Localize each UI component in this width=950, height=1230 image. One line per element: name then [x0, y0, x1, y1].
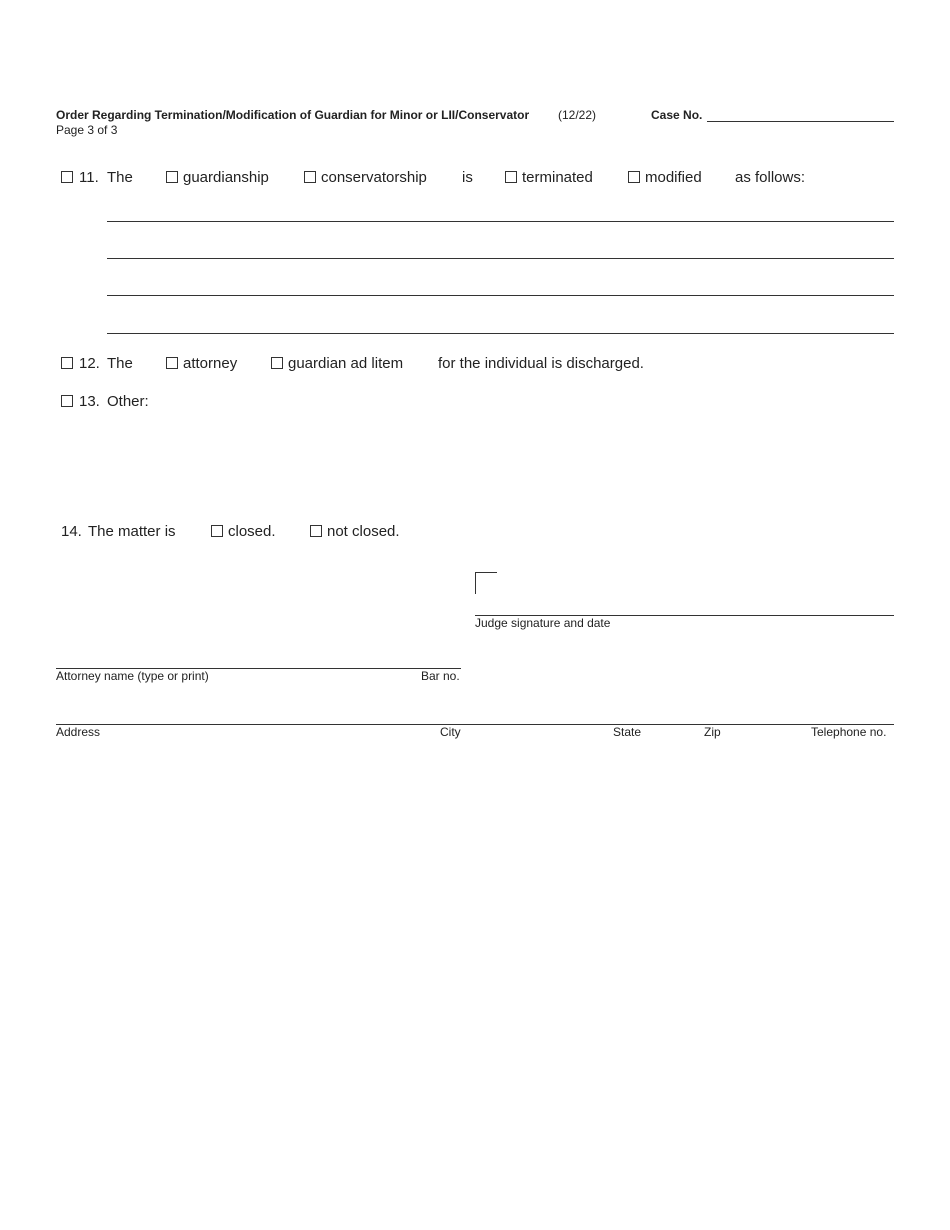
- address-label: Address: [56, 725, 101, 739]
- other-label: Other:: [107, 393, 149, 410]
- item13-checkbox[interactable]: [61, 395, 73, 407]
- item11-number: 11.: [79, 169, 99, 186]
- terminated-label: terminated: [522, 169, 593, 186]
- signature-corner-mark: [475, 572, 497, 594]
- item11-the: The: [107, 169, 133, 186]
- guardian-ad-litem-checkbox[interactable]: [271, 357, 283, 369]
- form-title: Order Regarding Termination/Modification of Guardian for Minor or LII/Conservator: [56, 108, 530, 122]
- closed-checkbox[interactable]: [211, 525, 223, 537]
- conservatorship-checkbox[interactable]: [304, 171, 316, 183]
- case-no-field[interactable]: [707, 121, 894, 122]
- address-line[interactable]: [56, 724, 894, 725]
- case-no-label: Case No.: [651, 108, 703, 122]
- attorney-checkbox[interactable]: [166, 357, 178, 369]
- attorney-name-label: Attorney name (type or print): [56, 669, 209, 683]
- zip-label: Zip: [704, 725, 721, 739]
- matter-is-label: The matter is: [88, 523, 176, 540]
- guardian-ad-litem-label: guardian ad litem: [288, 355, 404, 372]
- item12-the: The: [107, 355, 133, 372]
- not-closed-checkbox[interactable]: [310, 525, 322, 537]
- as-follows-label: as follows:: [735, 169, 806, 186]
- judge-signature-label: Judge signature and date: [475, 616, 611, 630]
- item12-checkbox[interactable]: [61, 357, 73, 369]
- modification-line-3[interactable]: [107, 295, 894, 296]
- modified-checkbox[interactable]: [628, 171, 640, 183]
- conservatorship-label: conservatorship: [321, 169, 427, 186]
- state-label: State: [613, 725, 642, 739]
- item14-number: 14.: [61, 523, 82, 540]
- discharged-text: for the individual is discharged.: [438, 355, 644, 372]
- closed-label: closed.: [228, 523, 276, 540]
- telephone-label: Telephone no.: [811, 725, 887, 739]
- modification-line-2[interactable]: [107, 258, 894, 259]
- bar-no-label: Bar no.: [421, 669, 460, 683]
- item12-number: 12.: [79, 355, 100, 372]
- item11-is: is: [462, 169, 473, 186]
- guardianship-checkbox[interactable]: [166, 171, 178, 183]
- page-indicator: Page 3 of 3: [56, 123, 118, 137]
- city-label: City: [440, 725, 461, 739]
- form-revision: (12/22): [558, 108, 597, 122]
- modified-label: modified: [645, 169, 702, 186]
- modification-line-1[interactable]: [107, 221, 894, 222]
- guardianship-label: guardianship: [183, 169, 269, 186]
- terminated-checkbox[interactable]: [505, 171, 517, 183]
- attorney-label: attorney: [183, 355, 238, 372]
- not-closed-label: not closed.: [327, 523, 400, 540]
- item13-number: 13.: [79, 393, 100, 410]
- modification-line-4[interactable]: [107, 333, 894, 334]
- item11-checkbox[interactable]: [61, 171, 73, 183]
